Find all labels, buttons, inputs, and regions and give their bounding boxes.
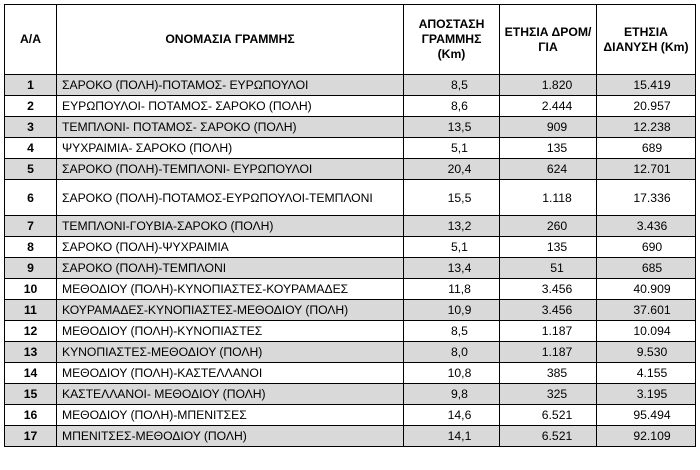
row-index-cell: 8 [5,237,57,258]
row-line-name-cell: ΣΑΡΟΚΟ (ΠΟΛΗ)-ΤΕΜΠΛΟΝΙ- ΕΥΡΩΠΟΥΛΟΙ [57,159,404,180]
row-annual-km-cell: 12.701 [597,159,696,180]
table-row [5,342,696,363]
row-line-name-cell: ΣΑΡΟΚΟ (ΠΟΛΗ)-ΠΟΤΑΜΟΣ-ΕΥΡΩΠΟΥΛΟΙ-ΤΕΜΠΛΟΝΙ [57,180,404,216]
row-distance-cell: 11,8 [404,279,500,300]
row-line-name-cell: ΨΥΧΡΑΙΜΙΑ- ΣΑΡΟΚΟ (ΠΟΛΗ) [57,138,404,159]
table-row [5,300,696,321]
row-distance-cell: 5,1 [404,138,500,159]
row-annual-km-cell: 689 [597,138,696,159]
table-row [5,426,696,447]
table-body [5,75,696,447]
row-distance-cell: 20,4 [404,159,500,180]
row-line-name-cell: ΜΕΘΟΔΙΟΥ (ΠΟΛΗ)-ΚΑΣΤΕΛΛΑΝΟΙ [57,363,404,384]
table-row [5,159,696,180]
table-row [5,384,696,405]
table-row [5,138,696,159]
row-annual-km-cell: 685 [597,258,696,279]
row-annual-trips-cell: 1.118 [500,180,597,216]
row-line-name-cell: ΜΠΕΝΙΤΣΕΣ-ΜΕΘΟΔΙΟΥ (ΠΟΛΗ) [57,426,404,447]
row-index-cell: 14 [5,363,57,384]
row-distance-cell: 8,0 [404,342,500,363]
table-row [5,216,696,237]
row-annual-trips-cell: 3.456 [500,300,597,321]
row-annual-km-cell: 15.419 [597,75,696,96]
row-index-cell: 13 [5,342,57,363]
row-distance-cell: 8,5 [404,75,500,96]
row-annual-trips-cell: 260 [500,216,597,237]
row-annual-km-cell: 10.094 [597,321,696,342]
table-row [5,96,696,117]
row-distance-cell: 13,4 [404,258,500,279]
row-distance-cell: 8,5 [404,321,500,342]
header-line-name: ΟΝΟΜΑΣΙΑ ΓΡΑΜΜΗΣ [57,5,404,75]
row-annual-km-cell: 40.909 [597,279,696,300]
row-index-cell: 17 [5,426,57,447]
row-annual-km-cell: 95.494 [597,405,696,426]
row-line-name-cell: ΤΕΜΠΛΟΝΙ- ΠΟΤΑΜΟΣ- ΣΑΡΟΚΟ (ΠΟΛΗ) [57,117,404,138]
row-annual-km-cell: 3.195 [597,384,696,405]
table-row [5,180,696,216]
row-index-cell: 6 [5,180,57,216]
row-annual-trips-cell: 1.820 [500,75,597,96]
row-annual-trips-cell: 385 [500,363,597,384]
row-annual-trips-cell: 2.444 [500,96,597,117]
row-index-cell: 7 [5,216,57,237]
row-distance-cell: 14,1 [404,426,500,447]
table-row [5,237,696,258]
header-annual-km: ΕΤΗΣΙΑ ΔΙΑΝΥΣΗ (Km) [597,5,696,75]
row-index-cell: 11 [5,300,57,321]
row-distance-cell: 10,8 [404,363,500,384]
table-row [5,258,696,279]
row-line-name-cell: ΜΕΘΟΔΙΟΥ (ΠΟΛΗ)-ΚΥΝΟΠΙΑΣΤΕΣ [57,321,404,342]
table-row [5,405,696,426]
row-annual-km-cell: 4.155 [597,363,696,384]
row-line-name-cell: ΚΥΝΟΠΙΑΣΤΕΣ-ΜΕΘΟΔΙΟΥ (ΠΟΛΗ) [57,342,404,363]
row-annual-trips-cell: 909 [500,117,597,138]
table-row [5,279,696,300]
row-annual-km-cell: 12.238 [597,117,696,138]
row-distance-cell: 13,2 [404,216,500,237]
row-annual-trips-cell: 6.521 [500,405,597,426]
row-index-cell: 5 [5,159,57,180]
row-distance-cell: 9,8 [404,384,500,405]
row-index-cell: 2 [5,96,57,117]
row-line-name-cell: ΕΥΡΩΠΟΥΛΟΙ- ΠΟΤΑΜΟΣ- ΣΑΡΟΚΟ (ΠΟΛΗ) [57,96,404,117]
row-distance-cell: 10,9 [404,300,500,321]
row-line-name-cell: ΜΕΘΟΔΙΟΥ (ΠΟΛΗ)-ΜΠΕΝΙΤΣΕΣ [57,405,404,426]
row-line-name-cell: ΣΑΡΟΚΟ (ΠΟΛΗ)-ΠΟΤΑΜΟΣ- ΕΥΡΩΠΟΥΛΟΙ [57,75,404,96]
row-index-cell: 9 [5,258,57,279]
row-index-cell: 12 [5,321,57,342]
row-line-name-cell: ΚΟΥΡΑΜΑΔΕΣ-ΚΥΝΟΠΙΑΣΤΕΣ-ΜΕΘΟΔΙΟΥ (ΠΟΛΗ) [57,300,404,321]
row-distance-cell: 13,5 [404,117,500,138]
row-annual-km-cell: 3.436 [597,216,696,237]
row-line-name-cell: ΜΕΘΟΔΙΟΥ (ΠΟΛΗ)-ΚΥΝΟΠΙΑΣΤΕΣ-ΚΟΥΡΑΜΑΔΕΣ [57,279,404,300]
row-annual-trips-cell: 135 [500,237,597,258]
row-line-name-cell: ΤΕΜΠΛΟΝΙ-ΓΟΥΒΙΑ-ΣΑΡΟΚΟ (ΠΟΛΗ) [57,216,404,237]
row-distance-cell: 8,6 [404,96,500,117]
row-distance-cell: 14,6 [404,405,500,426]
row-annual-km-cell: 92.109 [597,426,696,447]
row-annual-km-cell: 9.530 [597,342,696,363]
row-index-cell: 15 [5,384,57,405]
row-line-name-cell: ΚΑΣΤΕΛΛΑΝΟΙ- ΜΕΘΟΔΙΟΥ (ΠΟΛΗ) [57,384,404,405]
row-annual-trips-cell: 135 [500,138,597,159]
row-annual-km-cell: 690 [597,237,696,258]
table-header-row [5,5,696,75]
row-annual-trips-cell: 1.187 [500,321,597,342]
row-annual-trips-cell: 3.456 [500,279,597,300]
row-distance-cell: 15,5 [404,180,500,216]
header-index: Α/Α [5,5,57,75]
row-annual-trips-cell: 624 [500,159,597,180]
table-row [5,363,696,384]
row-index-cell: 3 [5,117,57,138]
row-annual-trips-cell: 325 [500,384,597,405]
row-line-name-cell: ΣΑΡΟΚΟ (ΠΟΛΗ)-ΤΕΜΠΛΟΝΙ [57,258,404,279]
table-row [5,321,696,342]
bus-lines-table [4,4,696,447]
row-annual-km-cell: 37.601 [597,300,696,321]
row-annual-km-cell: 17.336 [597,180,696,216]
row-annual-trips-cell: 6.521 [500,426,597,447]
table-row [5,117,696,138]
row-index-cell: 1 [5,75,57,96]
header-distance: ΑΠΟΣΤΑΣΗ ΓΡΑΜΜΗΣ (Km) [404,5,500,75]
row-annual-trips-cell: 51 [500,258,597,279]
row-distance-cell: 5,1 [404,237,500,258]
row-annual-trips-cell: 1.187 [500,342,597,363]
table-row [5,75,696,96]
header-annual-trips: ΕΤΗΣΙΑ ΔΡΟΜ/ΓΙΑ [500,5,597,75]
row-line-name-cell: ΣΑΡΟΚΟ (ΠΟΛΗ)-ΨΥΧΡΑΙΜΙΑ [57,237,404,258]
row-index-cell: 4 [5,138,57,159]
row-index-cell: 10 [5,279,57,300]
row-index-cell: 16 [5,405,57,426]
row-annual-km-cell: 20.957 [597,96,696,117]
